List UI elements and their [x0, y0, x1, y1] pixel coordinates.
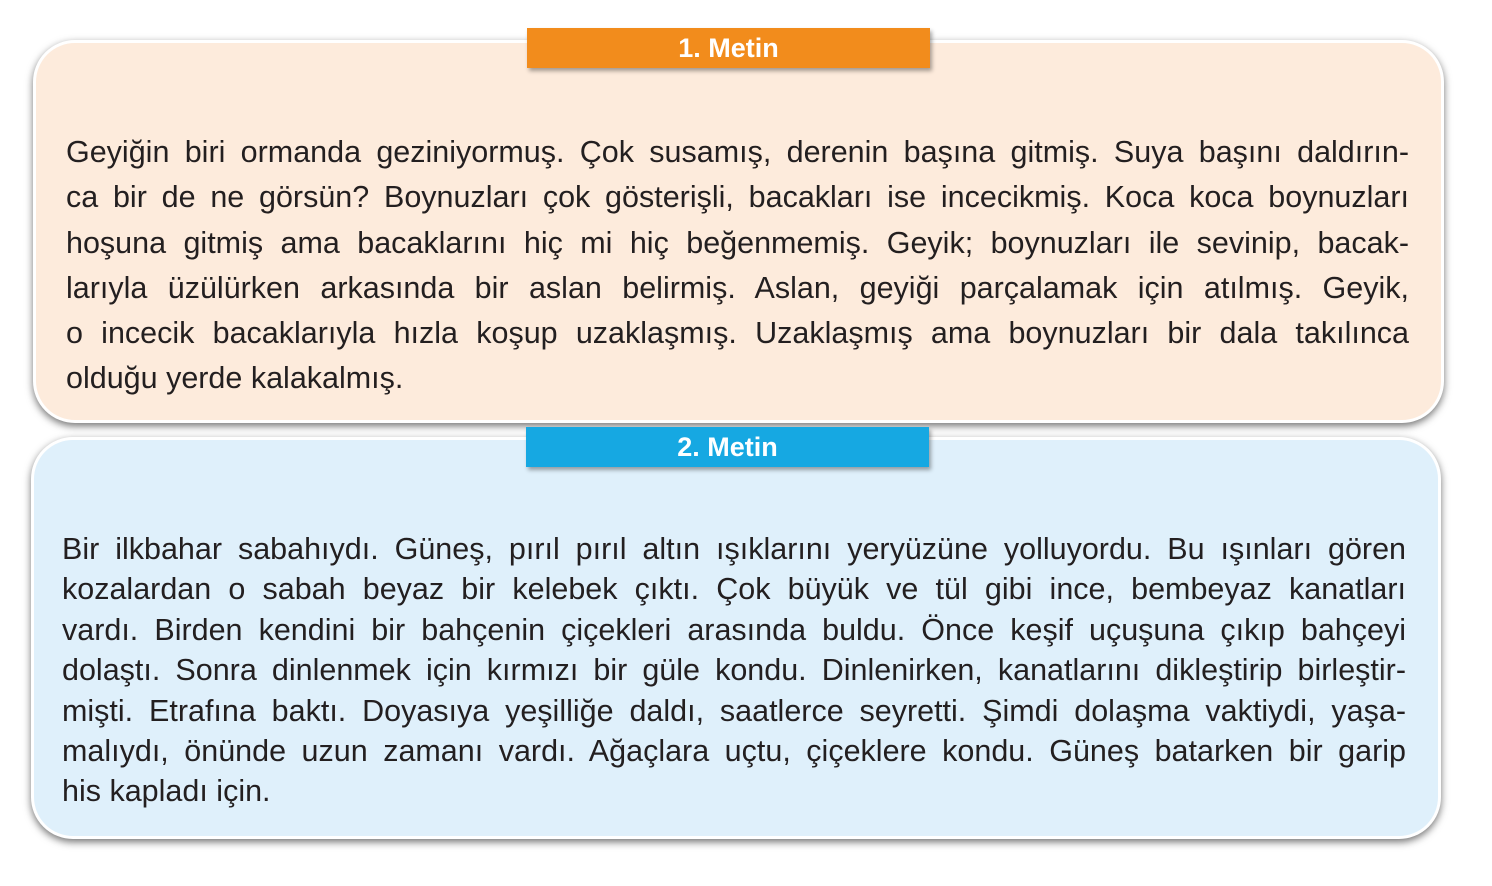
- text-1-label: 1. Metin: [527, 28, 930, 68]
- text-2-line: Bir ilkbahar sabahıydı. Güneş, pırıl pırıl altın ışıklarını yeryüzüne yolluyordu. Bu ışınları gören: [62, 532, 1406, 566]
- text-1-line: olduğu yerde kalakalmış.: [66, 361, 404, 396]
- text-1-line: hoşuna gitmiş ama bacaklarını hiç mi hiç beğenmemiş. Geyik; boynuzları ile sevinip, bacak-: [66, 225, 1409, 260]
- text-2-line: dolaştı. Sonra dinlenmek için kırmızı bir güle kondu. Dinlenirken, kanatlarını dikleştirip birleştir-: [62, 653, 1406, 688]
- text-2-line: mişti. Etrafına baktı. Doyasıya yeşilliğe daldı, saatlerce seyretti. Şimdi dolaşma vaktiydi, yaşa-: [62, 693, 1406, 728]
- text-2-line: vardı. Birden kendini bir bahçenin çiçekleri arasında buldu. Önce keşif uçuşuna çıkıp bahçeyi: [62, 612, 1406, 647]
- text-2-line: kozalardan o sabah beyaz bir kelebek çıktı. Çok büyük ve tül gibi ince, bembeyaz kanatları: [62, 572, 1406, 607]
- text-1-line: o incecik bacaklarıyla hızla koşup uzaklaşmış. Uzaklaşmış ama boynuzları bir dala takılınca: [66, 316, 1409, 351]
- text-1-line: Geyiğin biri ormanda geziniyormuş. Çok susamış, derenin başına gitmiş. Suya başını daldırın-: [66, 135, 1409, 169]
- text-1-body: [66, 130, 1409, 402]
- text-1-line: larıyla üzülürken arkasında bir aslan belirmiş. Aslan, geyiği parçalamak için atılmış. Geyik,: [66, 270, 1409, 305]
- text-2-body: [62, 529, 1406, 812]
- text-1-line: ca bir de ne görsün? Boynuzları çok gösterişli, bacakları ise incecikmiş. Koca koca boynuzları: [66, 180, 1409, 215]
- text-2-label: 2. Metin: [526, 427, 929, 467]
- text-2-line: malıydı, önünde uzun zamanı vardı. Ağaçlara uçtu, çiçeklere kondu. Güneş batarken bir garip: [62, 734, 1406, 769]
- text-2-line: his kapladı için.: [62, 774, 271, 809]
